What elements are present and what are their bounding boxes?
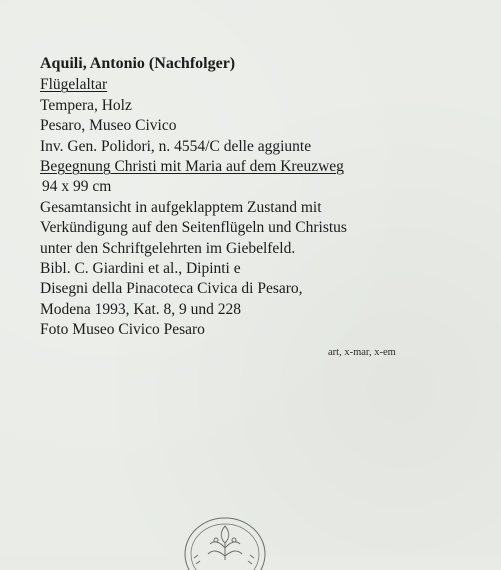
description-line-1: Gesamtansicht in aufgeklapptem Zustand mit xyxy=(40,198,322,216)
dimensions: 94 x 99 cm xyxy=(42,178,112,196)
artist-heading: Aquili, Antonio (Nachfolger) xyxy=(40,55,236,72)
location: Pesaro, Museo Civico xyxy=(40,117,177,135)
bibliography-line-1: Bibl. C. Giardini et al., Dipinti e xyxy=(40,260,241,278)
inventory-number: Inv. Gen. Polidori, n. 4554/C delle aggiunte xyxy=(40,137,312,155)
medium: Tempera, Holz xyxy=(40,96,132,114)
bibliography-line-2: Disegni della Pinacoteca Civica di Pesaro, xyxy=(40,280,303,298)
photo-credit: Foto Museo Civico Pesaro xyxy=(40,321,205,339)
object-title: Flügelaltar xyxy=(40,76,108,94)
card-text xyxy=(40,54,480,341)
ornamental-stamp-icon xyxy=(180,510,270,570)
subject-title: Begegnung Christi mit Maria auf dem Kreuzweg xyxy=(40,158,344,176)
description-line-2: Verkündigung auf den Seitenflügeln und Christus xyxy=(40,219,347,237)
description-line-3: unter den Schriftgelehrten im Giebelfeld. xyxy=(40,239,296,257)
classification-tags: art, x-mar, x-em xyxy=(328,347,396,358)
bibliography-line-3: Modena 1993, Kat. 8, 9 und 228 xyxy=(40,300,242,318)
